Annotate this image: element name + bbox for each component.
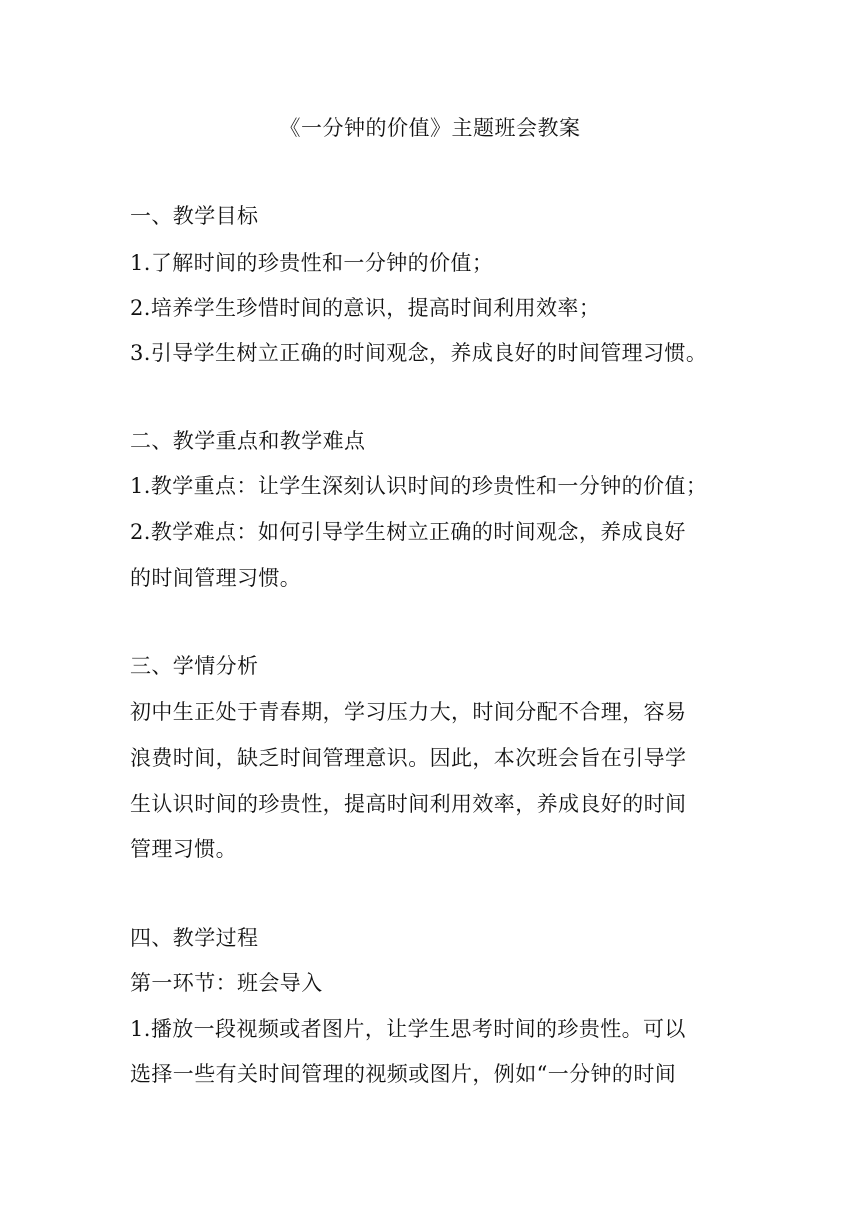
section-heading-objectives: 一、教学目标 [130,204,259,228]
document-title: 《一分钟的价值》主题班会教案 [279,116,581,140]
key-point-item-2: 2.教学难点：如何引导学生树立正确的时间观念，养成良好 [130,520,686,544]
key-point-item-2-continued: 的时间管理习惯。 [130,566,302,590]
section-heading-analysis: 三、学情分析 [130,654,259,678]
process-step-heading: 第一环节：班会导入 [130,971,323,995]
objective-item-3: 3.引导学生树立正确的时间观念，养成良好的时间管理习惯。 [130,341,708,365]
analysis-paragraph-line-2: 浪费时间，缺乏时间管理意识。因此，本次班会旨在引导学 [130,746,687,770]
process-paragraph-line-2: 选择一些有关时间管理的视频或图片，例如“一分钟的时间 [130,1062,677,1086]
objective-item-2: 2.培养学生珍惜时间的意识，提高时间利用效率； [130,296,601,320]
process-paragraph-line-1: 1.播放一段视频或者图片，让学生思考时间的珍贵性。可以 [130,1017,686,1041]
key-point-item-1: 1.教学重点：让学生深刻认识时间的珍贵性和一分钟的价值； [130,474,708,498]
analysis-paragraph-line-4: 管理习惯。 [130,837,237,861]
objective-item-1: 1.了解时间的珍贵性和一分钟的价值； [130,251,494,275]
analysis-paragraph-line-1: 初中生正处于青春期，学习压力大，时间分配不合理，容易 [130,700,687,724]
analysis-paragraph-line-3: 生认识时间的珍贵性，提高时间利用效率，养成良好的时间 [130,792,687,816]
section-heading-key-points: 二、教学重点和教学难点 [130,429,366,453]
section-heading-process: 四、教学过程 [130,926,259,950]
